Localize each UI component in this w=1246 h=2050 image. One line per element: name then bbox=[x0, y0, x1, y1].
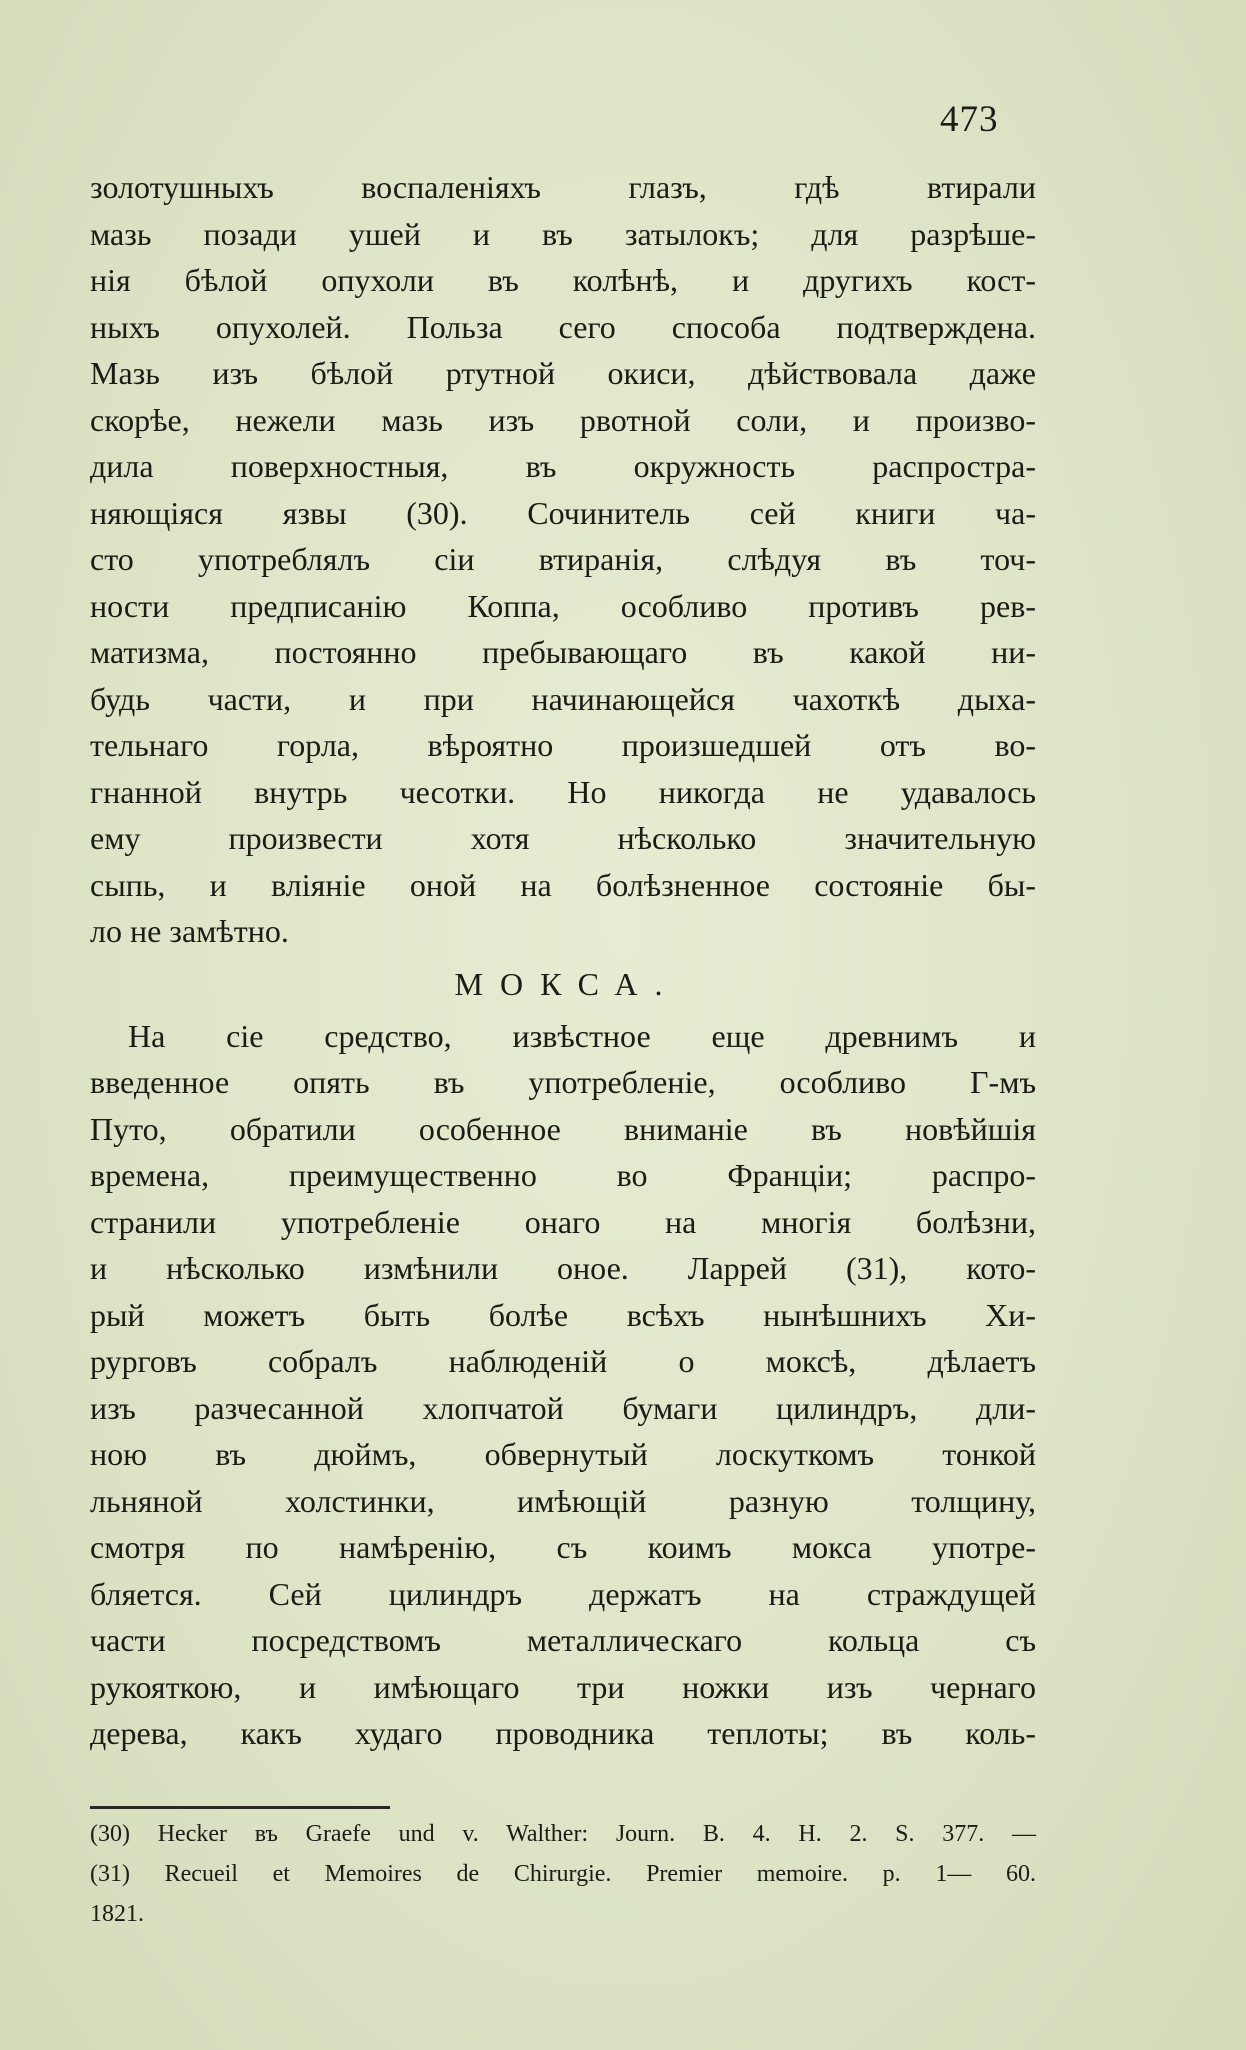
text-line: рурговъ собралъ наблюденій о моксѣ, дѣлаетъ bbox=[90, 1343, 1036, 1379]
text-line: дерева, какъ худаго проводника теплоты; въ коль- bbox=[90, 1715, 1036, 1751]
text-line: няющіяся язвы (30). Сочинитель сей книги ча- bbox=[90, 494, 1036, 531]
text-line: введенное опять въ употребленіе, особливо Г-мъ bbox=[90, 1064, 1036, 1100]
page-number: 473 bbox=[940, 99, 999, 140]
text-line: ности предписанію Коппа, особливо противъ рев- bbox=[90, 587, 1036, 624]
text-line: странили употребленіе онаго на многія болѣзни, bbox=[90, 1203, 1036, 1240]
text-line: бляется. Сей цилиндръ держатъ на страждущей bbox=[90, 1575, 1036, 1612]
text-line: ему произвести хотя нѣсколько значительную bbox=[90, 820, 1036, 856]
text-line: рукояткою, и имѣющаго три ножки изъ чернаго bbox=[90, 1668, 1036, 1705]
text-line: рый можетъ быть болѣе всѣхъ нынѣшнихъ Хи- bbox=[90, 1296, 1036, 1333]
text-line: дила поверхностныя, въ окружность распростра- bbox=[90, 448, 1036, 484]
text-line: Путо, обратили особенное вниманіе въ новѣйшія bbox=[90, 1110, 1036, 1147]
body-text bbox=[90, 164, 1036, 1757]
footnote-line: (30) Hecker въ Graefe und v. Walther: Journ. B. 4. H. 2. S. 377. — bbox=[90, 1821, 1036, 1847]
text-line: мазь позади ушей и въ затылокъ; для разрѣше- bbox=[90, 215, 1036, 252]
text-line: сто употреблялъ сіи втиранія, слѣдуя въ точ- bbox=[90, 541, 1036, 577]
text-line: части посредствомъ металлическаго кольца съ bbox=[90, 1622, 1036, 1658]
text-line: ною въ дюймъ, обвернутый лоскуткомъ тонкой bbox=[90, 1436, 1036, 1472]
footnote-line: 1821. bbox=[90, 1901, 144, 1927]
section-title: МОКСА. bbox=[454, 965, 680, 1002]
text-line: ло не замѣтно. bbox=[90, 913, 289, 949]
text-line: льняной холстинки, имѣющій разную толщину, bbox=[90, 1482, 1036, 1519]
text-line: смотря по намѣренію, съ коимъ мокса употре- bbox=[90, 1529, 1036, 1565]
text-line: ныхъ опухолей. Польза сего способа подтверждена. bbox=[90, 308, 1036, 345]
footnote-line: (31) Recueil et Memoires de Chirurgie. Premier memoire. p. 1— 60. bbox=[90, 1861, 1036, 1887]
text-line: будь части, и при начинающейся чахоткѣ дыха- bbox=[90, 680, 1036, 717]
text-line: На сіе средство, извѣстное еще древнимъ и bbox=[128, 1017, 1036, 1054]
text-line: и нѣсколько измѣнили оное. Ларрей (31), кото- bbox=[90, 1250, 1036, 1286]
text-line: матизма, постоянно пребывающаго въ какой ни- bbox=[90, 634, 1036, 670]
text-line: нія бѣлой опухоли въ колѣнѣ, и другихъ кост- bbox=[90, 262, 1036, 298]
text-line: золотушныхъ воспаленіяхъ глазъ, гдѣ втирали bbox=[90, 169, 1036, 205]
text-line: скорѣе, нежели мазь изъ рвотной соли, и произво- bbox=[90, 401, 1036, 438]
text-line: изъ разчесанной хлопчатой бумаги цилиндръ, дли- bbox=[90, 1389, 1036, 1426]
text-line: сыпь, и вліяніе оной на болѣзненное состояніе бы- bbox=[90, 866, 1036, 903]
text-line: времена, преимущественно во Франціи; распро- bbox=[90, 1157, 1036, 1193]
text-line: тельнаго горла, вѣроятно произшедшей отъ во- bbox=[90, 727, 1036, 763]
footnotes bbox=[90, 1814, 1036, 1934]
text-line: Мазь изъ бѣлой ртутной окиси, дѣйствовала даже bbox=[90, 355, 1036, 391]
footnote-divider bbox=[90, 1806, 390, 1809]
text-line: гнанной внутрь чесотки. Но никогда не удавалось bbox=[90, 773, 1036, 810]
